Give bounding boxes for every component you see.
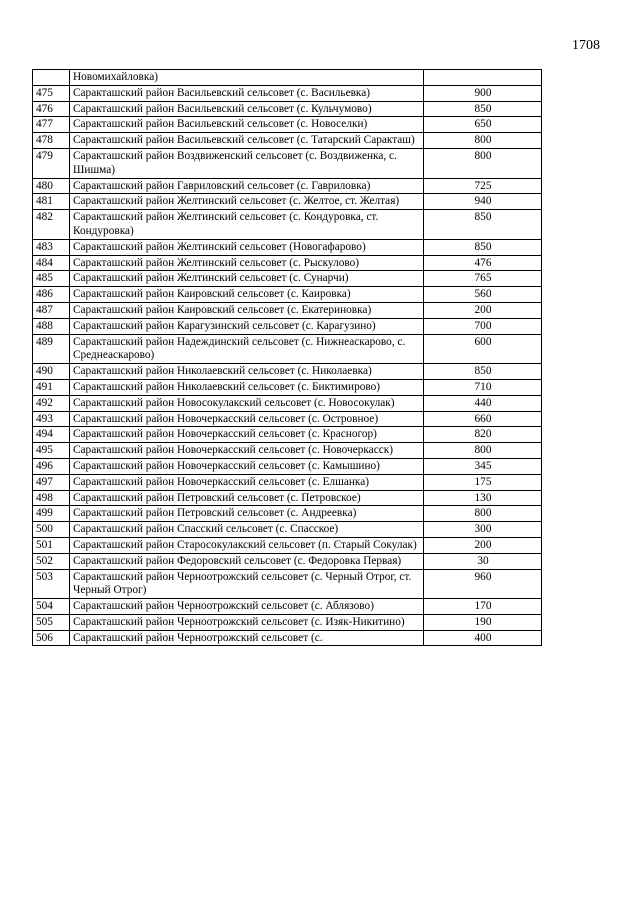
row-value: 960 — [424, 569, 542, 599]
row-value: 800 — [424, 506, 542, 522]
table-row — [33, 553, 542, 569]
row-value: 940 — [424, 194, 542, 210]
table-row — [33, 194, 542, 210]
row-number: 504 — [33, 599, 70, 615]
settlement-name: Саракташский район Карагузинский сельсовет (с. Карагузино) — [70, 318, 424, 334]
row-value: 660 — [424, 411, 542, 427]
row-value: 400 — [424, 630, 542, 646]
row-value: 30 — [424, 553, 542, 569]
settlement-name: Саракташский район Федоровский сельсовет (с. Федоровка Первая) — [70, 553, 424, 569]
row-number: 481 — [33, 194, 70, 210]
row-value: 345 — [424, 458, 542, 474]
settlement-name: Саракташский район Черноотрожский сельсовет (с. Аблязово) — [70, 599, 424, 615]
settlement-name: Саракташский район Васильевский сельсовет (с. Новоселки) — [70, 117, 424, 133]
table-row — [33, 630, 542, 646]
row-value: 850 — [424, 101, 542, 117]
settlement-name: Саракташский район Воздвиженский сельсовет (с. Воздвиженка, с. Шишма) — [70, 148, 424, 178]
settlement-name: Саракташский район Желтинский сельсовет (с. Кондуровка, ст. Кондуровка) — [70, 210, 424, 240]
row-number — [33, 70, 70, 86]
table-row — [33, 427, 542, 443]
settlement-name: Саракташский район Желтинский сельсовет (Новогафарово) — [70, 239, 424, 255]
table-row — [33, 239, 542, 255]
table-row — [33, 443, 542, 459]
row-value: 130 — [424, 490, 542, 506]
row-value: 765 — [424, 271, 542, 287]
row-number: 490 — [33, 364, 70, 380]
table-row — [33, 364, 542, 380]
settlement-name: Саракташский район Николаевский сельсовет (с. Биктимирово) — [70, 379, 424, 395]
settlement-name: Саракташский район Новочеркасский сельсовет (с. Камышино) — [70, 458, 424, 474]
row-number: 492 — [33, 395, 70, 411]
settlement-name: Саракташский район Новочеркасский сельсовет (с. Красногор) — [70, 427, 424, 443]
settlement-name: Саракташский район Новосокулакский сельсовет (с. Новосокулак) — [70, 395, 424, 411]
settlements-table — [32, 69, 542, 646]
settlement-name: Саракташский район Новочеркасский сельсовет (с. Елшанка) — [70, 474, 424, 490]
row-value: 700 — [424, 318, 542, 334]
table-row — [33, 148, 542, 178]
row-number: 488 — [33, 318, 70, 334]
row-value: 650 — [424, 117, 542, 133]
settlement-name: Саракташский район Желтинский сельсовет (с. Сунарчи) — [70, 271, 424, 287]
row-value — [424, 70, 542, 86]
settlement-name: Саракташский район Николаевский сельсовет (с. Николаевка) — [70, 364, 424, 380]
table-row — [33, 255, 542, 271]
settlement-name: Саракташский район Петровский сельсовет (с. Петровское) — [70, 490, 424, 506]
row-value: 190 — [424, 614, 542, 630]
table-row — [33, 117, 542, 133]
row-number: 475 — [33, 85, 70, 101]
settlement-name: Саракташский район Васильевский сельсовет (с. Татарский Саракташ) — [70, 133, 424, 149]
row-value: 560 — [424, 287, 542, 303]
settlement-name: Саракташский район Каировский сельсовет (с. Каировка) — [70, 287, 424, 303]
settlement-name: Новомихайловка) — [70, 70, 424, 86]
row-value: 800 — [424, 133, 542, 149]
row-number: 498 — [33, 490, 70, 506]
table-row — [33, 395, 542, 411]
row-number: 486 — [33, 287, 70, 303]
table-row — [33, 318, 542, 334]
row-number: 493 — [33, 411, 70, 427]
row-value: 710 — [424, 379, 542, 395]
row-number: 505 — [33, 614, 70, 630]
table-row — [33, 271, 542, 287]
settlement-name: Саракташский район Старосокулакский сельсовет (п. Старый Сокулак) — [70, 537, 424, 553]
settlement-name: Саракташский район Черноотрожский сельсовет (с. Черный Отрог, ст. Черный Отрог) — [70, 569, 424, 599]
table-row — [33, 411, 542, 427]
row-number: 478 — [33, 133, 70, 149]
table-row — [33, 490, 542, 506]
settlement-name: Саракташский район Спасский сельсовет (с. Спасское) — [70, 522, 424, 538]
table-row — [33, 133, 542, 149]
row-value: 850 — [424, 364, 542, 380]
row-number: 497 — [33, 474, 70, 490]
table-body — [33, 70, 542, 646]
settlement-name: Саракташский район Васильевский сельсовет (с. Кульчумово) — [70, 101, 424, 117]
row-number: 494 — [33, 427, 70, 443]
settlement-name: Саракташский район Желтинский сельсовет (с. Желтое, ст. Желтая) — [70, 194, 424, 210]
row-number: 495 — [33, 443, 70, 459]
table-row — [33, 302, 542, 318]
table-row — [33, 599, 542, 615]
row-number: 480 — [33, 178, 70, 194]
settlement-name: Саракташский район Новочеркасский сельсовет (с. Островное) — [70, 411, 424, 427]
row-value: 800 — [424, 443, 542, 459]
row-value: 440 — [424, 395, 542, 411]
row-number: 506 — [33, 630, 70, 646]
table-row — [33, 287, 542, 303]
table-row — [33, 178, 542, 194]
row-number: 485 — [33, 271, 70, 287]
page-number: 1708 — [572, 38, 600, 53]
row-value: 850 — [424, 210, 542, 240]
table-row — [33, 70, 542, 86]
table-row — [33, 569, 542, 599]
settlement-name: Саракташский район Васильевский сельсовет (с. Васильевка) — [70, 85, 424, 101]
row-value: 900 — [424, 85, 542, 101]
row-number: 476 — [33, 101, 70, 117]
table-row — [33, 537, 542, 553]
table-row — [33, 85, 542, 101]
row-number: 479 — [33, 148, 70, 178]
settlement-name: Саракташский район Черноотрожский сельсовет (с. — [70, 630, 424, 646]
settlement-name: Саракташский район Каировский сельсовет (с. Екатериновка) — [70, 302, 424, 318]
row-number: 483 — [33, 239, 70, 255]
row-value: 850 — [424, 239, 542, 255]
row-number: 489 — [33, 334, 70, 364]
row-number: 484 — [33, 255, 70, 271]
row-value: 175 — [424, 474, 542, 490]
settlement-name: Саракташский район Гавриловский сельсовет (с. Гавриловка) — [70, 178, 424, 194]
row-value: 476 — [424, 255, 542, 271]
row-number: 502 — [33, 553, 70, 569]
table-row — [33, 458, 542, 474]
row-number: 491 — [33, 379, 70, 395]
row-number: 496 — [33, 458, 70, 474]
table-row — [33, 506, 542, 522]
row-value: 200 — [424, 302, 542, 318]
table-row — [33, 522, 542, 538]
row-value: 600 — [424, 334, 542, 364]
table-row — [33, 101, 542, 117]
table-row — [33, 614, 542, 630]
row-number: 499 — [33, 506, 70, 522]
settlement-name: Саракташский район Новочеркасский сельсовет (с. Новочеркасск) — [70, 443, 424, 459]
row-value: 800 — [424, 148, 542, 178]
row-value: 725 — [424, 178, 542, 194]
row-value: 200 — [424, 537, 542, 553]
row-value: 820 — [424, 427, 542, 443]
table-row — [33, 210, 542, 240]
table-row — [33, 474, 542, 490]
row-number: 503 — [33, 569, 70, 599]
settlement-name: Саракташский район Надеждинский сельсовет (с. Нижнеаскарово, с. Среднеаскарово) — [70, 334, 424, 364]
row-number: 501 — [33, 537, 70, 553]
row-number: 487 — [33, 302, 70, 318]
row-number: 500 — [33, 522, 70, 538]
settlement-name: Саракташский район Желтинский сельсовет (с. Рыскулово) — [70, 255, 424, 271]
settlement-name: Саракташский район Петровский сельсовет (с. Андреевка) — [70, 506, 424, 522]
table-row — [33, 334, 542, 364]
settlement-name: Саракташский район Черноотрожский сельсовет (с. Изяк-Никитино) — [70, 614, 424, 630]
table-row — [33, 379, 542, 395]
row-number: 477 — [33, 117, 70, 133]
row-value: 170 — [424, 599, 542, 615]
row-value: 300 — [424, 522, 542, 538]
row-number: 482 — [33, 210, 70, 240]
